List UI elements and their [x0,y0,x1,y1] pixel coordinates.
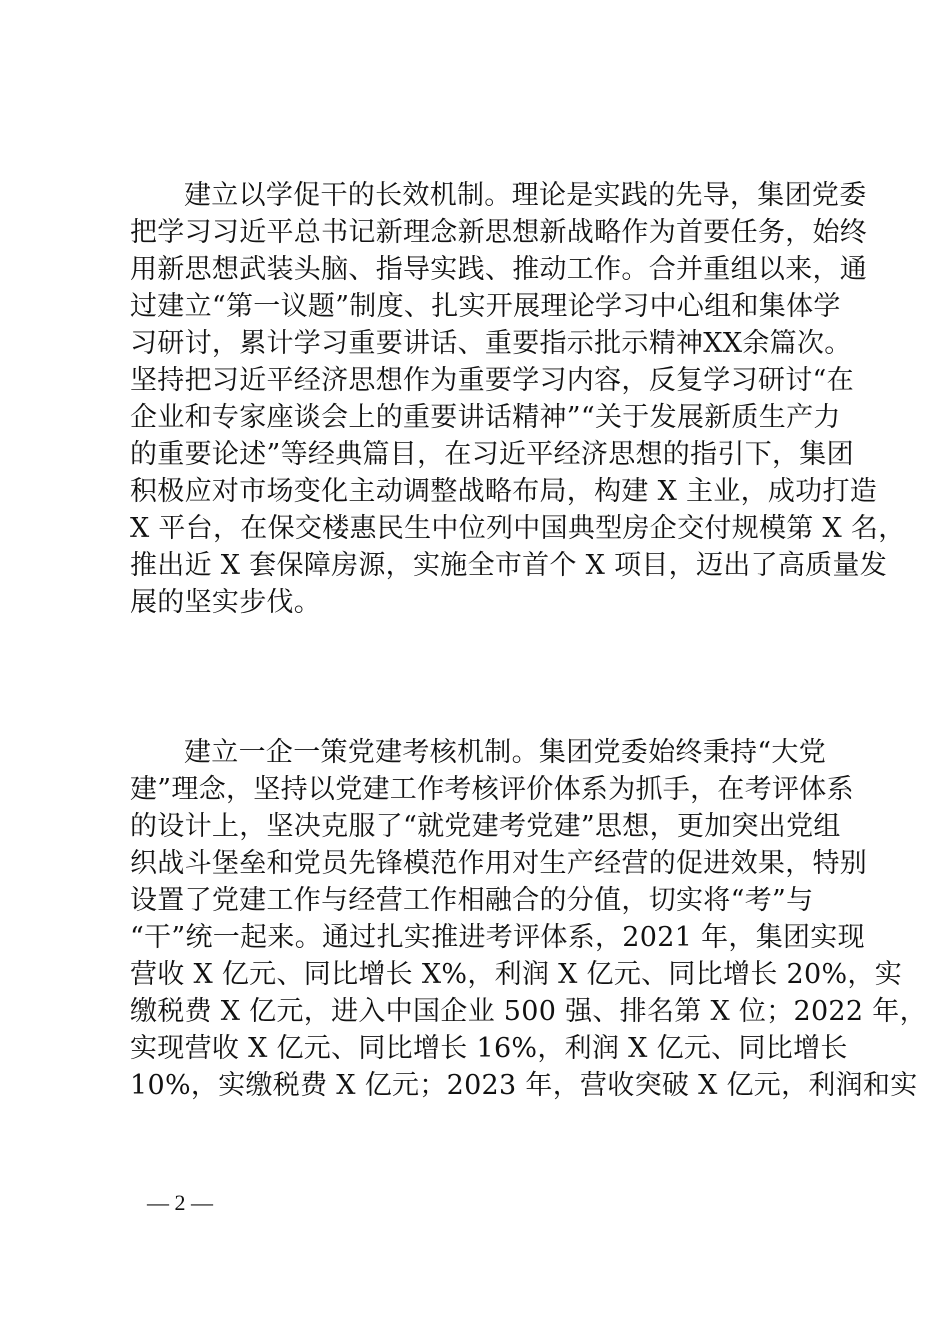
text-line: 建立以学促干的长效机制。理论是实践的先导，集团党委 [184,180,867,211]
text-line: “干”统一起来。通过扎实推进考评体系，2021 年，集团实现 [130,922,865,953]
text-line: 建立一企一策党建考核机制。集团党委始终秉持“大党 [184,737,827,768]
text-line: 织战斗堡垒和党员先锋模范作用对生产经营的促进效果，特别 [130,848,868,879]
text-line: 的重要论述”等经典篇目，在习近平经济思想的指引下，集团 [130,439,854,470]
text-line: 企业和专家座谈会上的重要讲话精神”“关于发展新质生产力 [130,402,841,433]
page-number: — 2 — [147,1190,213,1215]
text-line: 10%，实缴税费 X 亿元；2023 年，营收突破 X 亿元，利润和实 [130,1070,918,1101]
text-line: 推出近 X 套保障房源，实施全市首个 X 项目，迈出了高质量发 [130,550,888,581]
text-line: 把学习习近平总书记新理念新思想新战略作为首要任务，始终 [130,217,868,248]
text-line: 设置了党建工作与经营工作相融合的分值，切实将“考”与 [130,885,814,916]
text-line: X 平台，在保交楼惠民生中位列中国典型房企交付规模第 X 名， [130,513,906,544]
text-line: 过建立“第一议题”制度、扎实开展理论学习中心组和集体学 [130,291,841,322]
text-line: 展的坚实步伐。 [130,587,322,618]
text-line: 坚持把习近平经济思想作为重要学习内容，反复学习研讨“在 [130,365,854,396]
text-line: 积极应对市场变化主动调整战略布局，构建 X 主业，成功打造 [130,476,878,507]
text-line: 的设计上，坚决克服了“就党建考党建”思想，更加突出党组 [130,811,841,842]
text-line: 用新思想武装头脑、指导实践、推动工作。合并重组以来，通 [130,254,868,285]
text-line: 建”理念，坚持以党建工作考核评价体系为抓手，在考评体系 [130,774,854,805]
text-line: 实现营收 X 亿元、同比增长 16%，利润 X 亿元、同比增长 [130,1033,848,1064]
text-line: 营收 X 亿元、同比增长 X%，利润 X 亿元、同比增长 20%，实 [130,959,903,990]
text-line: 习研讨，累计学习重要讲话、重要指示批示精神XX余篇次。 [130,328,852,359]
text-line: 缴税费 X 亿元，进入中国企业 500 强、排名第 X 位；2022 年， [130,996,927,1027]
